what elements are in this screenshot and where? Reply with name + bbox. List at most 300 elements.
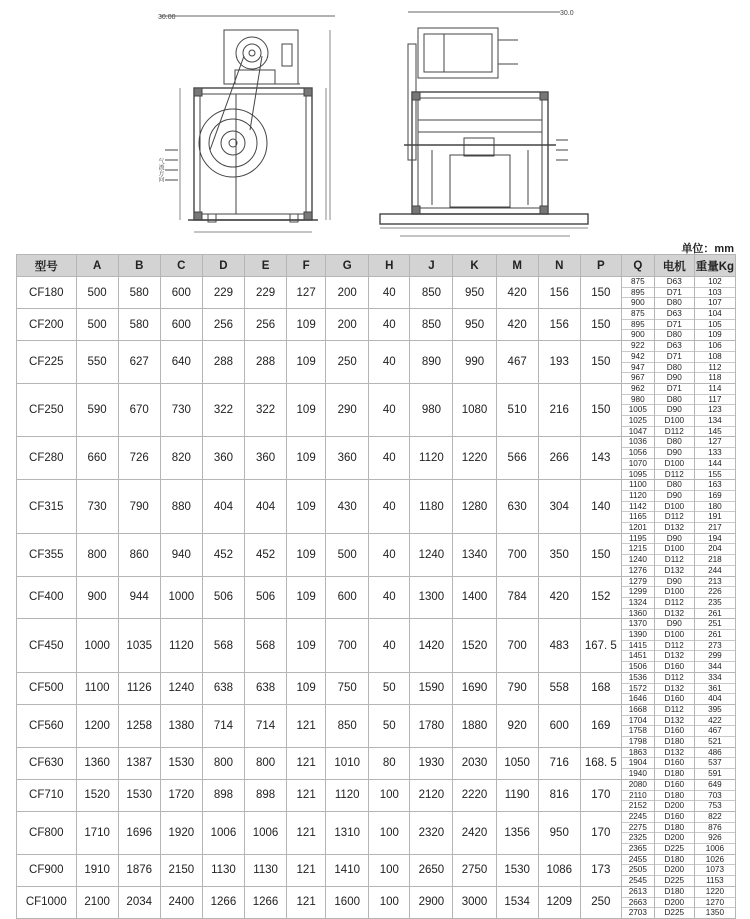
- unit-label: 单位：mm: [681, 243, 734, 255]
- dimension-cell-b: 790: [118, 480, 160, 534]
- table-row: [17, 383, 736, 437]
- motor-value: D112: [655, 705, 694, 716]
- dimension-cell-a: 1710: [76, 811, 118, 854]
- Q-value: 1056: [622, 448, 654, 459]
- dimension-cell-c: 1530: [160, 747, 202, 779]
- dimension-cell-f: 109: [287, 341, 326, 384]
- weight-value: 1073: [695, 865, 735, 876]
- dimension-cell-h: 40: [369, 309, 410, 341]
- weight-value: 261: [695, 630, 735, 641]
- Q-value: 1095: [628, 469, 647, 479]
- Q-value: 2455: [622, 855, 654, 866]
- weight-value: 144: [695, 459, 735, 470]
- dimension-cell-e: 800: [245, 747, 287, 779]
- dimension-cell-h: 40: [369, 437, 410, 480]
- dimension-cell-k: 2420: [453, 811, 496, 854]
- column-header: P: [580, 255, 621, 277]
- dimension-cell-b: 1696: [118, 811, 160, 854]
- dimension-cell-p: 169: [580, 704, 621, 747]
- motor-value: D90: [655, 534, 694, 545]
- technical-drawings: [0, 0, 750, 240]
- dimension-cell-m: 467: [496, 341, 538, 384]
- Q-value: 2505: [622, 865, 654, 876]
- dimension-cell-j: 980: [410, 383, 453, 437]
- dimension-cell-d: 506: [202, 576, 244, 619]
- dimension-cell-g: 290: [326, 383, 369, 437]
- weight-value: 114: [695, 384, 735, 395]
- dimension-cell-c: 820: [160, 437, 202, 480]
- model-cell: CF225: [17, 341, 77, 384]
- dimension-cell-n: 193: [538, 341, 580, 384]
- dimension-cell-a: 550: [76, 341, 118, 384]
- Q-value: 1572: [622, 684, 654, 695]
- motor-value: D200: [655, 833, 694, 844]
- dimension-cell-g: 1410: [326, 854, 369, 886]
- dimension-cell-h: 100: [369, 811, 410, 854]
- Q-value: 922: [622, 341, 654, 352]
- model-cell: CF355: [17, 533, 77, 576]
- dimension-cell-k: 1400: [453, 576, 496, 619]
- dimension-cell-c: 1920: [160, 811, 202, 854]
- column-header: N: [538, 255, 580, 277]
- motor-value: D132: [664, 565, 685, 575]
- motor-cell: [654, 437, 694, 480]
- dimension-cell-p: 170: [580, 779, 621, 811]
- motor-value: D225: [664, 908, 685, 918]
- dimension-cell-n: 156: [538, 309, 580, 341]
- Q-value: 1276: [628, 565, 647, 575]
- dimension-cell-n: 558: [538, 672, 580, 704]
- dimension-cell-b: 1387: [118, 747, 160, 779]
- motor-value: D63: [655, 309, 694, 320]
- dimension-cell-a: 660: [76, 437, 118, 480]
- dimension-cell-k: 1690: [453, 672, 496, 704]
- Q-value: 967: [630, 373, 645, 383]
- motor-value: D90: [655, 405, 694, 416]
- model-cell: CF180: [17, 277, 77, 309]
- dimension-cell-m: 566: [496, 437, 538, 480]
- dimension-cell-p: 173: [580, 854, 621, 886]
- motor-value: D132: [664, 523, 685, 533]
- Q-value: 1506: [628, 662, 647, 672]
- weight-value: 344: [708, 662, 722, 672]
- dimension-cell-h: 40: [369, 277, 410, 309]
- dimension-cell-a: 1520: [76, 779, 118, 811]
- Q-value: 2245: [622, 812, 654, 823]
- weight-value: 123: [695, 405, 735, 416]
- dimension-cell-m: 420: [496, 277, 538, 309]
- dimension-cell-c: 1120: [160, 619, 202, 673]
- motor-value: D100: [655, 502, 694, 513]
- Q-value: 895: [622, 320, 654, 331]
- Q-value: 1324: [622, 598, 654, 609]
- dimension-cell-k: 1280: [453, 480, 496, 534]
- dimension-cell-d: 288: [202, 341, 244, 384]
- dimension-cell-c: 880: [160, 480, 202, 534]
- table-row: [17, 533, 736, 576]
- weight-value: 155: [708, 469, 722, 479]
- dimension-cell-m: 700: [496, 619, 538, 673]
- weight-value: 204: [695, 544, 735, 555]
- motor-value: D112: [664, 426, 684, 436]
- dimension-cell-p: 152: [580, 576, 621, 619]
- column-header: J: [410, 255, 453, 277]
- weight-cell: [694, 672, 735, 704]
- motor-value: D80: [655, 395, 694, 406]
- weight-value: 104: [695, 309, 735, 320]
- dimension-cell-p: 167. 5: [580, 619, 621, 673]
- column-header: F: [287, 255, 326, 277]
- weight-value: 361: [695, 684, 735, 695]
- q-values-cell: [621, 576, 654, 619]
- motor-cell: [654, 854, 694, 886]
- motor-cell: [654, 779, 694, 811]
- dimension-cell-d: 568: [202, 619, 244, 673]
- dimension-cell-j: 1590: [410, 672, 453, 704]
- dimension-cell-k: 1340: [453, 533, 496, 576]
- dimension-cell-d: 360: [202, 437, 244, 480]
- weight-value: 133: [695, 448, 735, 459]
- dimension-cell-h: 80: [369, 747, 410, 779]
- Q-value: 2703: [628, 908, 647, 918]
- weight-value: 1026: [695, 855, 735, 866]
- dimension-cell-h: 40: [369, 619, 410, 673]
- dimension-cell-k: 950: [453, 277, 496, 309]
- dimension-cell-p: 140: [580, 480, 621, 534]
- motor-value: D112: [655, 512, 694, 523]
- dimension-cell-c: 640: [160, 341, 202, 384]
- weight-value: 1220: [695, 887, 735, 898]
- weight-value: 112: [695, 363, 735, 374]
- Q-value: 1415: [622, 641, 654, 652]
- motor-value: D112: [655, 555, 694, 566]
- dimension-cell-n: 1086: [538, 854, 580, 886]
- Q-value: 1451: [622, 651, 654, 662]
- Q-value: 1758: [622, 726, 654, 737]
- dimension-cell-h: 40: [369, 533, 410, 576]
- motor-value: D132: [655, 716, 694, 727]
- motor-value: D112: [655, 673, 694, 684]
- dimension-cell-k: 2030: [453, 747, 496, 779]
- dimension-cell-d: 714: [202, 704, 244, 747]
- dimension-cell-h: 40: [369, 341, 410, 384]
- dimension-cell-p: 150: [580, 277, 621, 309]
- dimension-cell-b: 2034: [118, 886, 160, 918]
- dimension-cell-h: 40: [369, 383, 410, 437]
- dimension-cell-g: 600: [326, 576, 369, 619]
- column-header: H: [369, 255, 410, 277]
- dimension-cell-j: 1420: [410, 619, 453, 673]
- dimension-cell-e: 1130: [245, 854, 287, 886]
- dimension-cell-a: 590: [76, 383, 118, 437]
- motor-value: D80: [655, 437, 694, 448]
- motor-value: D71: [655, 320, 694, 331]
- q-values-cell: [621, 854, 654, 886]
- dimension-cell-n: 156: [538, 277, 580, 309]
- Q-value: 1798: [628, 737, 647, 747]
- dimension-cell-f: 109: [287, 437, 326, 480]
- motor-value: D200: [655, 898, 694, 909]
- model-cell: CF560: [17, 704, 77, 747]
- dimension-cell-j: 1240: [410, 533, 453, 576]
- model-cell: CF710: [17, 779, 77, 811]
- weight-value: 106: [695, 341, 735, 352]
- Q-value: 1142: [622, 502, 654, 513]
- dimension-cell-k: 2220: [453, 779, 496, 811]
- q-values-cell: [621, 886, 654, 918]
- motor-value: D132: [655, 684, 694, 695]
- weight-cell: [694, 277, 735, 309]
- weight-cell: [694, 619, 735, 673]
- dimension-cell-d: 452: [202, 533, 244, 576]
- dimension-cell-b: 1876: [118, 854, 160, 886]
- dimension-cell-f: 109: [287, 309, 326, 341]
- weight-value: 1270: [695, 898, 735, 909]
- dimension-cell-f: 109: [287, 672, 326, 704]
- motor-value: D100: [655, 416, 694, 427]
- Q-value: 2365: [628, 844, 647, 854]
- weight-value: 194: [695, 534, 735, 545]
- motor-value: D80: [655, 480, 694, 491]
- motor-value: D132: [664, 608, 685, 618]
- dimension-cell-h: 50: [369, 704, 410, 747]
- dimension-cell-j: 1180: [410, 480, 453, 534]
- dimension-cell-a: 1000: [76, 619, 118, 673]
- dimension-cell-e: 322: [245, 383, 287, 437]
- motor-value: D200: [664, 801, 685, 811]
- Q-value: 900: [630, 330, 645, 340]
- model-cell: CF200: [17, 309, 77, 341]
- column-header: 型号: [17, 255, 77, 277]
- weight-cell: [694, 886, 735, 918]
- dimension-cell-g: 250: [326, 341, 369, 384]
- motor-cell: [654, 341, 694, 384]
- dimension-cell-d: 1006: [202, 811, 244, 854]
- motor-cell: [654, 533, 694, 576]
- dimension-cell-p: 150: [580, 383, 621, 437]
- dimension-cell-m: 920: [496, 704, 538, 747]
- motor-value: D112: [655, 598, 694, 609]
- weight-value: 226: [695, 587, 735, 598]
- column-header: E: [245, 255, 287, 277]
- motor-value: D132: [655, 651, 694, 662]
- dimension-cell-b: 627: [118, 341, 160, 384]
- Q-value: 1195: [622, 534, 654, 545]
- Q-value: 2545: [628, 876, 647, 886]
- motor-value: D200: [655, 865, 694, 876]
- dimension-cell-m: 1356: [496, 811, 538, 854]
- dimension-cell-a: 500: [76, 309, 118, 341]
- dimension-cell-f: 121: [287, 704, 326, 747]
- motor-value: D160: [655, 726, 694, 737]
- motor-value: D225: [664, 844, 685, 854]
- table-header-row: [17, 255, 736, 277]
- weight-value: 191: [695, 512, 735, 523]
- dimension-cell-g: 1600: [326, 886, 369, 918]
- column-header: D: [202, 255, 244, 277]
- dimension-cell-c: 2400: [160, 886, 202, 918]
- dimension-cell-f: 121: [287, 811, 326, 854]
- weight-value: 107: [708, 298, 722, 308]
- dimension-cell-g: 430: [326, 480, 369, 534]
- dimension-cell-g: 500: [326, 533, 369, 576]
- dimension-cell-n: 600: [538, 704, 580, 747]
- q-values-cell: [621, 480, 654, 534]
- weight-value: 395: [695, 705, 735, 716]
- dimension-cell-c: 2150: [160, 854, 202, 886]
- weight-value: 180: [695, 502, 735, 513]
- dimension-cell-a: 1100: [76, 672, 118, 704]
- Q-value: 1863: [622, 748, 654, 759]
- dimension-cell-h: 40: [369, 576, 410, 619]
- specification-table: [16, 254, 736, 919]
- Q-value: 1025: [622, 416, 654, 427]
- weight-value: 703: [695, 791, 735, 802]
- weight-value: 127: [695, 437, 735, 448]
- dimension-cell-d: 322: [202, 383, 244, 437]
- weight-value: 649: [695, 780, 735, 791]
- dimension-cell-d: 800: [202, 747, 244, 779]
- dimension-cell-m: 1530: [496, 854, 538, 886]
- dimension-cell-h: 100: [369, 886, 410, 918]
- Q-value: 900: [630, 298, 645, 308]
- dimension-cell-e: 898: [245, 779, 287, 811]
- table-row: [17, 619, 736, 673]
- dimension-cell-g: 850: [326, 704, 369, 747]
- q-values-cell: [621, 277, 654, 309]
- dimension-cell-m: 420: [496, 309, 538, 341]
- weight-value: 876: [695, 823, 735, 834]
- motor-cell: [654, 576, 694, 619]
- dimension-cell-f: 121: [287, 779, 326, 811]
- Q-value: 1940: [628, 769, 647, 779]
- dimension-cell-e: 229: [245, 277, 287, 309]
- dimension-cell-k: 3000: [453, 886, 496, 918]
- dimension-cell-c: 600: [160, 309, 202, 341]
- dimension-cell-f: 109: [287, 480, 326, 534]
- weight-value: 244: [708, 565, 722, 575]
- weight-cell: [694, 779, 735, 811]
- motor-value: D100: [655, 587, 694, 598]
- weight-cell: [694, 704, 735, 747]
- weight-cell: [694, 437, 735, 480]
- dimension-cell-f: 109: [287, 533, 326, 576]
- dimension-cell-b: 860: [118, 533, 160, 576]
- dimension-cell-p: 250: [580, 886, 621, 918]
- dimension-cell-a: 1910: [76, 854, 118, 886]
- column-header: B: [118, 255, 160, 277]
- motor-value: D160: [655, 812, 694, 823]
- dimension-cell-k: 1880: [453, 704, 496, 747]
- dimension-cell-g: 750: [326, 672, 369, 704]
- dimension-cell-e: 568: [245, 619, 287, 673]
- dimension-cell-f: 109: [287, 576, 326, 619]
- dimension-cell-a: 1200: [76, 704, 118, 747]
- Q-value: 895: [622, 288, 654, 299]
- Q-value: 2275: [622, 823, 654, 834]
- table-row: [17, 341, 736, 384]
- weight-value: 521: [708, 737, 722, 747]
- table-row: [17, 886, 736, 918]
- dimension-cell-g: 700: [326, 619, 369, 673]
- dimension-cell-n: 266: [538, 437, 580, 480]
- dimension-cell-g: 200: [326, 277, 369, 309]
- dimension-cell-k: 1220: [453, 437, 496, 480]
- motor-value: D180: [664, 769, 685, 779]
- dimension-cell-d: 638: [202, 672, 244, 704]
- motor-value: D100: [655, 459, 694, 470]
- dimension-cell-j: 850: [410, 309, 453, 341]
- dimension-cell-p: 168. 5: [580, 747, 621, 779]
- weight-value: 591: [708, 769, 722, 779]
- Q-value: 1904: [622, 758, 654, 769]
- dimension-cell-e: 452: [245, 533, 287, 576]
- motor-value: D180: [655, 855, 694, 866]
- dimension-cell-n: 1209: [538, 886, 580, 918]
- dimension-cell-p: 143: [580, 437, 621, 480]
- motor-value: D160: [664, 662, 685, 672]
- motor-value: D71: [655, 288, 694, 299]
- dimension-cell-f: 109: [287, 619, 326, 673]
- column-header: M: [496, 255, 538, 277]
- dimension-cell-c: 730: [160, 383, 202, 437]
- weight-cell: [694, 854, 735, 886]
- dimension-cell-b: 580: [118, 277, 160, 309]
- table-row: [17, 811, 736, 854]
- left-dim-label: 30.00: [158, 14, 176, 21]
- motor-value: D160: [664, 694, 685, 704]
- Q-value: 1100: [622, 480, 654, 491]
- dimension-cell-e: 360: [245, 437, 287, 480]
- dimension-cell-n: 350: [538, 533, 580, 576]
- weight-value: 102: [695, 277, 735, 288]
- dimension-cell-d: 1266: [202, 886, 244, 918]
- dimension-cell-d: 256: [202, 309, 244, 341]
- weight-value: 467: [695, 726, 735, 737]
- dimension-cell-f: 121: [287, 854, 326, 886]
- model-cell: CF250: [17, 383, 77, 437]
- Q-value: 980: [622, 395, 654, 406]
- dimension-cell-j: 2900: [410, 886, 453, 918]
- weight-value: 117: [695, 395, 735, 406]
- Q-value: 1070: [622, 459, 654, 470]
- Q-value: 1536: [622, 673, 654, 684]
- weight-value: 213: [695, 577, 735, 588]
- dimension-cell-c: 600: [160, 277, 202, 309]
- column-header: Q: [621, 255, 654, 277]
- weight-value: 105: [695, 320, 735, 331]
- model-cell: CF630: [17, 747, 77, 779]
- weight-value: 273: [695, 641, 735, 652]
- dimension-cell-n: 304: [538, 480, 580, 534]
- motor-value: D80: [655, 363, 694, 374]
- weight-value: 118: [708, 373, 722, 383]
- model-cell: CF450: [17, 619, 77, 673]
- motor-cell: [654, 309, 694, 341]
- motor-cell: [654, 704, 694, 747]
- weight-value: 334: [695, 673, 735, 684]
- dimension-cell-j: 1780: [410, 704, 453, 747]
- dimension-cell-m: 630: [496, 480, 538, 534]
- Q-value: 875: [622, 277, 654, 288]
- Q-value: 1120: [622, 491, 654, 502]
- motor-value: D225: [664, 876, 685, 886]
- model-cell: CF400: [17, 576, 77, 619]
- Q-value: 947: [622, 363, 654, 374]
- motor-value: D100: [655, 544, 694, 555]
- weight-value: 108: [695, 352, 735, 363]
- dimension-cell-p: 150: [580, 533, 621, 576]
